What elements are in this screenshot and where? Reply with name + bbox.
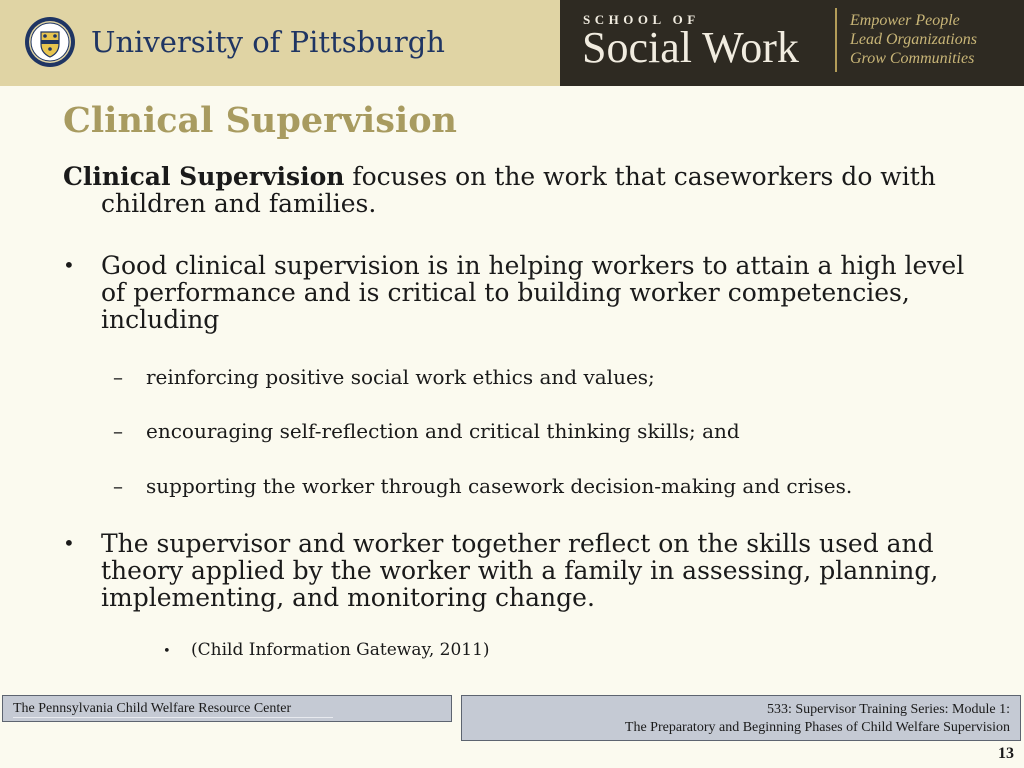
bullet-icon: • <box>63 253 75 277</box>
sub-item-text: encouraging self-reflection and critical thinking skills; and <box>146 419 740 443</box>
university-name: University of Pittsburgh <box>91 25 445 59</box>
intro-text: focuses on the work that caseworkers do with <box>344 162 936 191</box>
tagline-lead: Lead Organizations <box>850 31 977 48</box>
tagline-empower: Empower People <box>850 12 960 29</box>
citation <box>163 640 490 660</box>
header-left-band <box>0 0 560 86</box>
slide-header <box>0 0 1024 86</box>
intro-text-line2: children and families. <box>101 189 377 218</box>
tagline-grow: Grow Communities <box>850 50 975 67</box>
dash-icon: – <box>113 419 123 443</box>
bullet-text: The supervisor and worker together reflect on the skills used and theory applied by the worker with a family in assessing, planning, implementing, and monitoring change. <box>101 529 939 612</box>
page-number: 13 <box>998 745 1014 762</box>
sub-item <box>113 419 740 443</box>
university-seal-icon <box>24 16 76 68</box>
intro-paragraph <box>63 163 963 217</box>
sub-item-text: reinforcing positive social work ethics and values; <box>146 365 655 389</box>
footer-module-line1: 533: Supervisor Training Series: Module 1: <box>766 702 1010 717</box>
bullet-text: Good clinical supervision is in helping workers to attain a high level of performance and is critical to building worker competencies, including <box>101 251 965 334</box>
sub-item <box>113 474 852 498</box>
intro-bold-term: Clinical Supervision <box>63 162 345 191</box>
footer-module-line2: The Preparatory and Beginning Phases of Child Welfare Supervision <box>624 720 1010 735</box>
slide-title: Clinical Supervision <box>63 100 457 141</box>
sub-item <box>113 365 655 389</box>
citation-text: (Child Information Gateway, 2011) <box>191 640 490 660</box>
school-of-label: SCHOOL OF <box>583 12 700 27</box>
dash-icon: – <box>113 474 123 498</box>
footer-organization-text: The Pennsylvania Child Welfare Resource Center <box>13 701 292 716</box>
social-work-logo-text: Social Work <box>582 23 799 72</box>
bullet-item <box>63 530 983 611</box>
bullet-icon: • <box>63 531 75 555</box>
bullet-item <box>63 252 983 333</box>
footer-module-info <box>461 695 1021 741</box>
header-divider <box>835 8 837 72</box>
bullet-icon: • <box>163 644 171 659</box>
dash-icon: – <box>113 365 123 389</box>
footer-underline <box>13 717 333 718</box>
sub-item-text: supporting the worker through casework decision-making and crises. <box>146 474 853 498</box>
footer-organization <box>2 695 452 722</box>
